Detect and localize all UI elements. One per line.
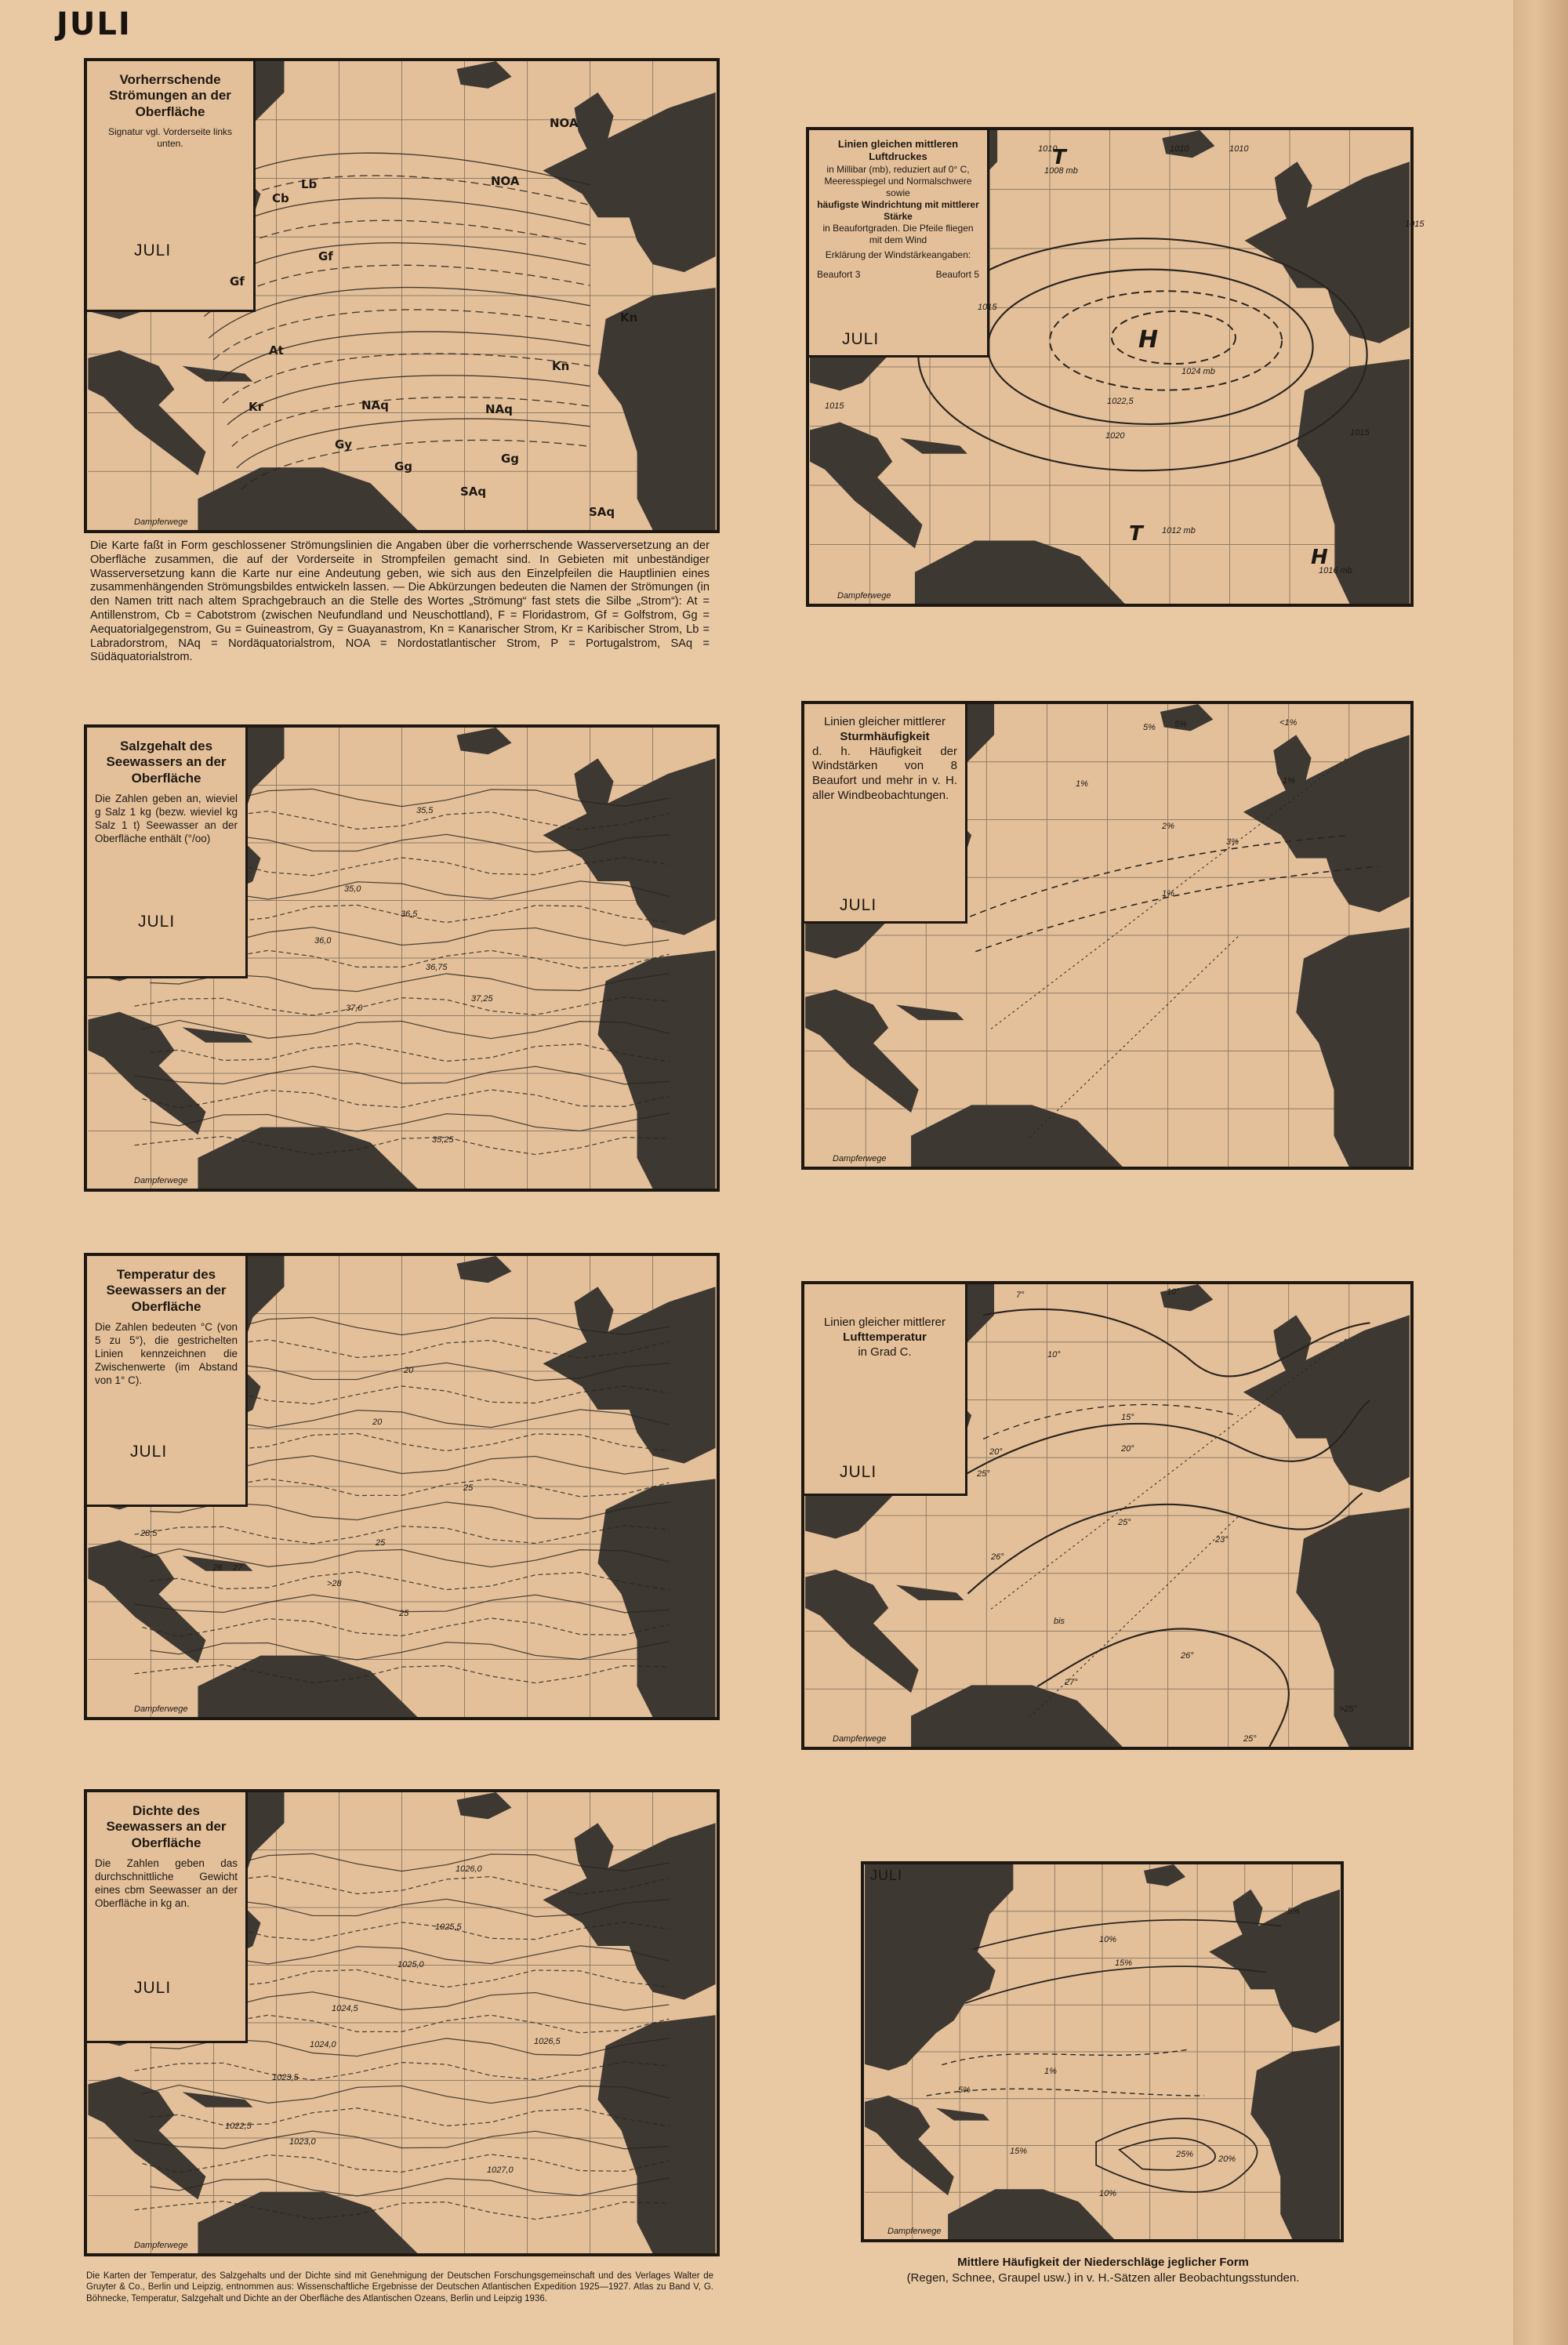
density-value-4: 1024,5 <box>332 2004 358 2013</box>
isobar-1010-a: 1010 <box>1038 144 1058 154</box>
air-temp-value-6: 20° <box>1121 1444 1134 1454</box>
storm-ship-route: Dampferwege <box>833 1154 887 1163</box>
sea-temp-value-7: >28 <box>327 1579 342 1588</box>
density-body: Die Zahlen geben das durchschnittliche Gewicht eines cbm Seewasser an der Oberfläche in kg an. <box>95 1857 238 1909</box>
density-value-9: 1023,0 <box>289 2137 316 2147</box>
isobar-1016: 1016 mb <box>1319 566 1352 575</box>
map-storm <box>801 701 1414 1170</box>
air-temp-value-14: >25° <box>1339 1704 1358 1714</box>
pressure-subtitle: häufigste Windrichtung mit mittlerer Stärke <box>817 199 979 223</box>
air-temp-value-15: bis <box>1054 1617 1065 1626</box>
map-air-temp <box>801 1281 1414 1750</box>
precipitation-value-7: 15% <box>1010 2147 1028 2156</box>
isobar-1024: 1024 mb <box>1181 367 1215 376</box>
storm-title: Linien gleicher mittlerer <box>823 715 946 728</box>
footnote: Die Karten der Temperatur, des Salzgehalts und der Dichte sind mit Genehmigung der Deutschen Forschungsgemeinschaft und des Verlages Walter de Gruyter & Co., Berlin und Leipzig, entnommen aus: Wissenschaftliche Ergebnisse der Deutschen Atlantischen Expedition 1925—1927. Atlas zu Band V, G. Böhnecke, Temperatur, Salzgehalt und Dichte an der Oberfläche des Atlantischen Ozeans, Berlin und Leipzig 1936. <box>86 2271 713 2303</box>
air-temp-value-11: 27° <box>1065 1678 1078 1687</box>
current-label-naq-2: NAq <box>485 402 513 416</box>
air-temp-ship-route: Dampferwege <box>833 1734 887 1744</box>
precipitation-caption-line2: (Regen, Schnee, Graupel usw.) in v. H.-Sätzen aller Beobachtungsstunden. <box>906 2271 1300 2285</box>
pressure-high-2: H <box>1311 546 1328 569</box>
air-temp-month: JULI <box>840 1463 877 1481</box>
salinity-body: Die Zahlen geben an, wieviel g Salz 1 kg (bezw. wieviel kg Salz 1 t) Seewasser an der Oberfläche enthält (°/oo) <box>95 793 238 844</box>
sea-temp-ship-route: Dampferwege <box>134 1704 188 1714</box>
air-temp-value-10: 26° <box>991 1552 1004 1562</box>
air-temp-value-4: 15° <box>1121 1413 1134 1422</box>
precipitation-value-3: 15% <box>1115 1958 1133 1968</box>
storm-legend <box>804 704 967 924</box>
density-ship-route: Dampferwege <box>134 2241 188 2250</box>
sea-temp-body: Die Zahlen bedeuten °C (von 5 zu 5°), die gestrichelten Linien kennzeichnen die Zwischenwerte (im Abstand von 1° C). <box>95 1321 238 1386</box>
precipitation-caption-line1: Mittlere Häufigkeit der Niederschläge jeglicher Form <box>957 2256 1249 2269</box>
salinity-value-6: 37,25 <box>471 994 493 1004</box>
isobar-1010-c: 1010 <box>1229 144 1249 154</box>
storm-month: JULI <box>840 896 877 914</box>
current-label-gf-2: Gf <box>230 274 245 289</box>
isobar-1012: 1012 mb <box>1162 526 1196 535</box>
sea-temp-value-4: 28,5 <box>140 1529 158 1538</box>
map-precipitation <box>861 1861 1344 2242</box>
sea-temp-value-5: 28 <box>212 1563 223 1573</box>
air-temp-subtitle: Lufttemperatur <box>843 1330 927 1344</box>
map-density <box>84 1789 720 2256</box>
pressure-low-2: T <box>1129 522 1143 546</box>
current-label-lb: Lb <box>301 177 318 191</box>
map-sea-temp <box>84 1253 720 1720</box>
air-temp-value-1: 7° <box>1016 1290 1025 1300</box>
currents-ship-route: Dampferwege <box>134 517 188 527</box>
salinity-value-5: 37,0 <box>346 1004 363 1013</box>
current-label-kr: Kr <box>249 400 264 414</box>
air-temp-value-13: 25° <box>1243 1734 1257 1744</box>
storm-value-7: 2% <box>1162 822 1174 831</box>
pressure-title: Linien gleichen mittleren Luftdruckes <box>837 138 959 162</box>
currents-caption: Die Karte faßt in Form geschlossener Strömungslinien die Angaben über die vorherrschende Wasserversetzung an der Oberfläche zusammen, die auf der Vorderseite in Strompfeilen gemacht sind. In Gebieten mit unbeständiger Wasserversetzung kann die Karte nur eine Andeutung geben, wie sich aus den Einzelpfeilen die Hauptlinien eines zusammenhängenden Strömungsbildes entwickeln lassen. — Die Abkürzungen bedeuten die Namen der Strömungen (in den Namen tritt nach altem Sprachgebrauch an die Stelle des Wortes „Strömung“ fast stets die Silbe „Strom“): At = Antillenstrom, Cb = Cabotstrom (zwischen Neufundland und Neuschottland), F = Floridastrom, Gf = Golfstrom, Gg = Aequatorialgegenstrom, Gu = Guineastrom, Gy = Guayanastrom, Kn = Kanarischer Strom, Kr = Karibischer Strom, Lb = Labradorstrom, NAq = Nordäquatorialstrom, NOA = Nordostatlantischer Strom, P = Portugalstrom, SAq = Südäquatorialstrom. <box>90 539 710 664</box>
salinity-value-1: 35,5 <box>416 806 434 815</box>
air-temp-value-7: 25° <box>977 1469 990 1479</box>
sea-temp-value-3: 25 <box>376 1538 386 1548</box>
precipitation-value-8: 10% <box>1099 2189 1117 2198</box>
pressure-body: in Millibar (mb), reduziert auf 0° C, Meeresspiegel und Normalschwere sowie <box>824 164 972 199</box>
storm-value-9: 1% <box>1162 889 1174 898</box>
air-temp-body: in Grad C. <box>858 1345 912 1359</box>
density-value-1: 1026,0 <box>456 1864 482 1874</box>
salinity-value-4: 36,5 <box>401 909 418 919</box>
salinity-value-7: 36,75 <box>426 963 448 972</box>
isobar-1020: 1020 <box>1105 431 1125 441</box>
isobar-1022: 1022,5 <box>1107 397 1134 406</box>
isobar-1010-b: 1010 <box>1170 144 1189 154</box>
density-value-5: 1024,0 <box>310 2040 336 2049</box>
pressure-beaufort5: Beaufort 5 <box>935 269 979 281</box>
density-value-2: 1025,5 <box>435 1922 462 1932</box>
salinity-value-2: 35,0 <box>344 884 361 894</box>
isobar-1015-b: 1015 <box>825 401 844 411</box>
current-label-gy: Gy <box>335 437 353 452</box>
sea-temp-value-1: 20 <box>372 1418 383 1427</box>
air-temp-value-5: 20° <box>989 1447 1003 1457</box>
sea-temp-title: Temperatur des Seewassers an der Oberfläche <box>106 1267 227 1314</box>
current-label-noa-1: NOA <box>550 116 579 130</box>
current-label-kn-2: Kn <box>552 359 570 373</box>
density-title: Dichte des Seewassers an der Oberfläche <box>106 1803 227 1850</box>
precipitation-value-5: 1% <box>1044 2067 1057 2076</box>
density-value-10: 1022,5 <box>225 2122 252 2131</box>
storm-value-1: 5% <box>1143 723 1156 732</box>
pressure-ship-route: Dampferwege <box>837 591 891 601</box>
salinity-month: JULI <box>138 913 176 931</box>
current-label-saq-2: SAq <box>589 505 615 519</box>
density-value-6: 1023,5 <box>272 2073 299 2082</box>
storm-value-8: 3% <box>1226 837 1239 847</box>
air-temp-title: Linien gleicher mittlerer <box>823 1316 946 1329</box>
air-temp-value-2: 10° <box>1167 1287 1180 1297</box>
map-pressure <box>806 127 1425 607</box>
density-value-3: 1025,0 <box>397 1960 424 1969</box>
precipitation-caption <box>878 2255 1328 2285</box>
precipitation-value-9: 20% <box>1218 2154 1236 2164</box>
precipitation-value-2: 10% <box>1099 1935 1117 1944</box>
isobar-1015-a: 1015 <box>978 303 997 312</box>
storm-subtitle: Sturmhäufigkeit <box>840 729 930 743</box>
density-value-8: 1027,0 <box>487 2165 514 2175</box>
storm-value-3: <1% <box>1279 718 1298 728</box>
air-temp-value-8: 25° <box>1118 1518 1131 1527</box>
precipitation-ship-route: Dampferwege <box>887 2227 942 2236</box>
current-label-cb: Cb <box>272 191 289 205</box>
salinity-legend <box>87 728 248 978</box>
air-temp-value-3: 10° <box>1047 1350 1061 1359</box>
current-label-noa-2: NOA <box>491 174 520 188</box>
sea-temp-legend <box>87 1256 248 1507</box>
storm-body: d. h. Häufigkeit der Windstärken von 8 Beaufort und mehr in v. H. aller Windbeobachtungen. <box>812 744 957 802</box>
sea-temp-value-9: 25 <box>399 1609 409 1618</box>
current-label-naq-1: NAq <box>361 398 389 412</box>
current-label-gf-1: Gf <box>318 249 333 263</box>
pressure-beaufort3: Beaufort 3 <box>817 269 861 281</box>
map-currents <box>84 58 720 533</box>
currents-title: Vorherrschende Strömungen an der Oberfläche <box>109 72 231 119</box>
isobar-1015-c: 1015 <box>1350 428 1370 437</box>
isobar-1008: 1008 mb <box>1044 166 1078 176</box>
page-title: JULI <box>56 6 132 42</box>
current-label-gg-1: Gg <box>394 459 413 474</box>
density-month: JULI <box>134 1979 172 1997</box>
currents-month: JULI <box>134 241 172 260</box>
air-temp-value-9: 23° <box>1215 1535 1229 1545</box>
storm-value-4: 1% <box>1076 779 1088 789</box>
density-value-7: 1026,5 <box>534 2037 561 2046</box>
current-label-gg-2: Gg <box>501 452 520 466</box>
map-salinity <box>84 724 720 1192</box>
precipitation-value-10: 25% <box>1176 2150 1194 2159</box>
current-label-saq-1: SAq <box>460 485 487 499</box>
salinity-ship-route: Dampferwege <box>134 1176 188 1185</box>
map-precipitation-svg <box>864 1864 1341 2239</box>
currents-note: Signatur vgl. Vorderseite links unten. <box>107 126 233 150</box>
air-temp-legend <box>804 1284 967 1496</box>
precipitation-value-6: 5% <box>958 2085 971 2095</box>
pressure-month: JULI <box>842 330 880 348</box>
pressure-high: H <box>1138 326 1159 354</box>
density-legend <box>87 1792 248 2043</box>
salinity-value-3: 36,0 <box>314 936 332 946</box>
pressure-explain: Erklärung der Windstärkeangaben: <box>825 249 971 261</box>
precipitation-value-1: 5% <box>1287 1907 1300 1916</box>
pressure-low-1: T <box>1052 146 1066 169</box>
pressure-body2: in Beaufortgraden. Die Pfeile fliegen mit dem Wind <box>822 223 974 246</box>
pressure-legend <box>809 130 989 358</box>
salinity-title: Salzgehalt des Seewassers an der Oberfläche <box>106 739 227 786</box>
storm-value-2: 5% <box>1174 720 1187 729</box>
sea-temp-value-8: 20 <box>404 1366 414 1375</box>
current-label-at: At <box>269 343 284 358</box>
air-temp-value-12: 26° <box>1181 1651 1194 1661</box>
sea-temp-value-2: 25 <box>463 1483 474 1493</box>
page-edge <box>1513 0 1568 2345</box>
isobar-1015-d: 1015 <box>1405 220 1425 229</box>
current-label-kn-1: Kn <box>620 310 638 325</box>
precipitation-month: JULI <box>870 1868 903 1883</box>
sea-temp-month: JULI <box>130 1443 168 1461</box>
storm-value-5: 1% <box>1283 776 1295 786</box>
sea-temp-value-6: 27 <box>233 1563 243 1573</box>
salinity-value-8: 35,25 <box>432 1135 454 1145</box>
